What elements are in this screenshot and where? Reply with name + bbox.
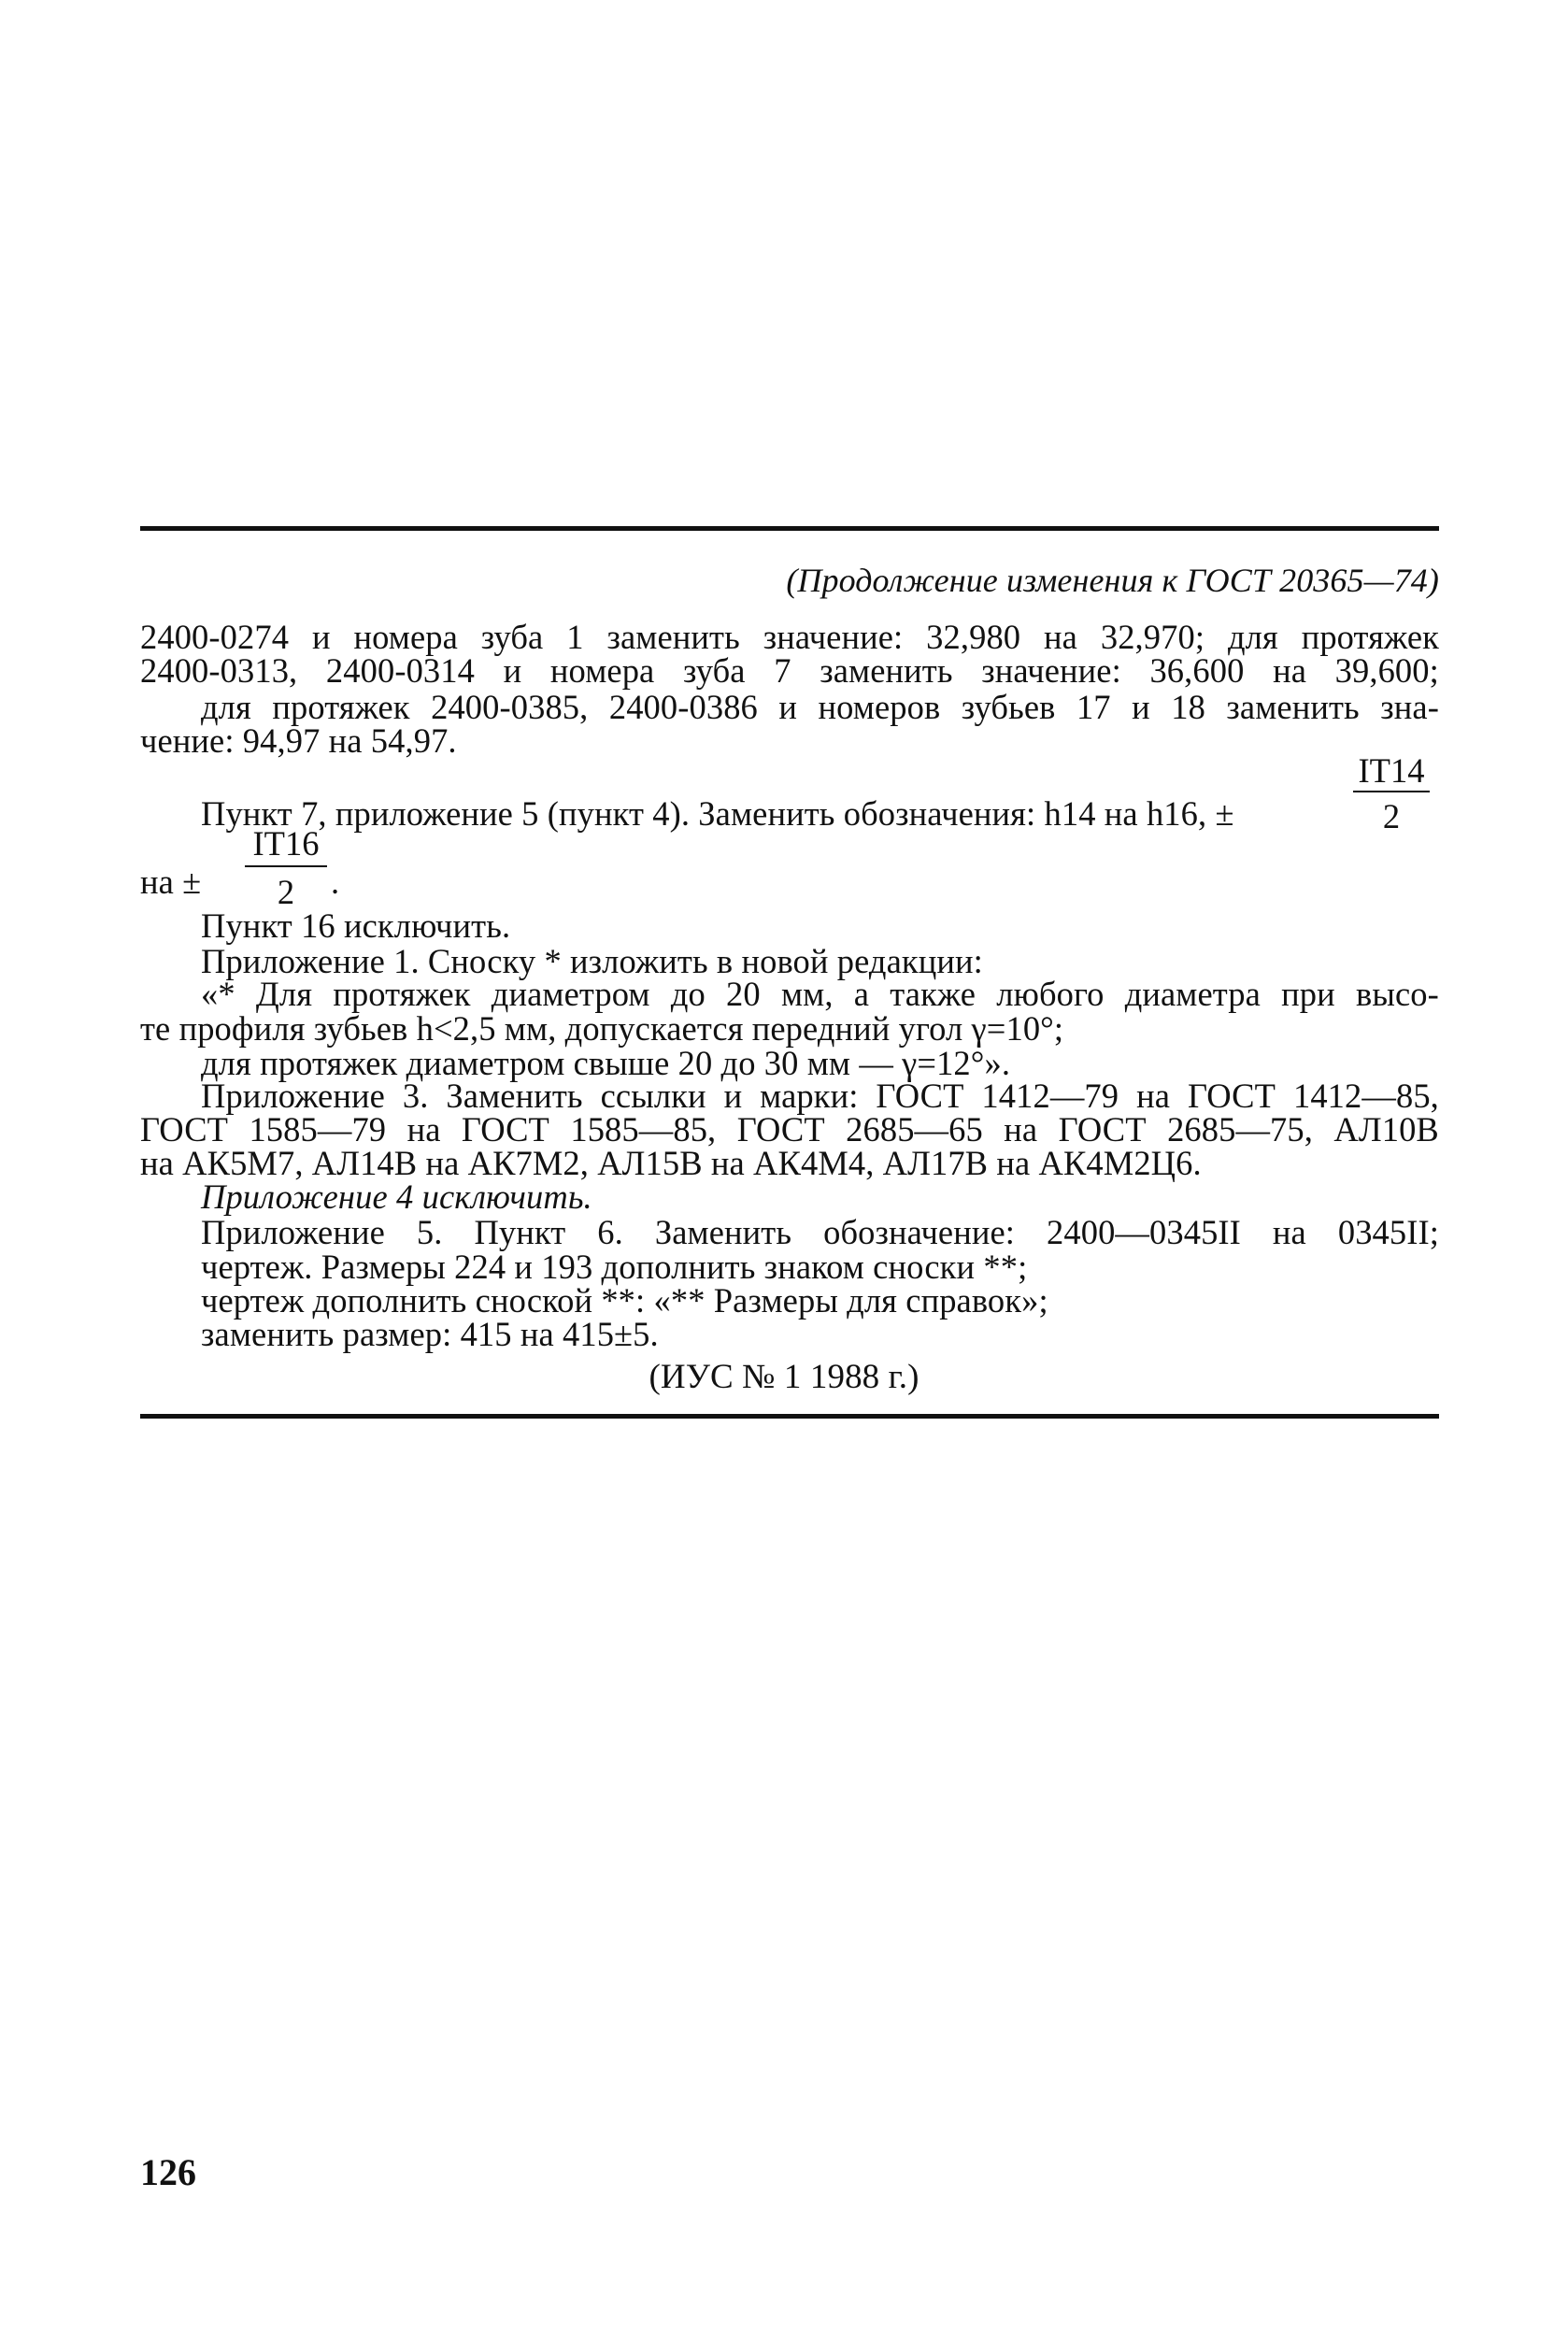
word: 3. xyxy=(402,1077,429,1115)
text-line-3 xyxy=(201,688,1439,726)
word: до xyxy=(670,975,706,1013)
word: ГОСТ xyxy=(461,1110,549,1149)
word: номеров xyxy=(818,688,941,726)
word: ГОСТ xyxy=(1058,1110,1147,1149)
word: 1 xyxy=(566,618,584,656)
bottom-rule xyxy=(140,1414,1439,1419)
fraction-1-bar xyxy=(1353,791,1430,792)
word: ГОСТ xyxy=(140,1110,229,1149)
word: обозначение: xyxy=(823,1213,1016,1251)
word: протяжек xyxy=(1301,618,1439,656)
page-number: 126 xyxy=(140,2151,196,2193)
word: марки: xyxy=(760,1077,859,1115)
word: 1585—79 xyxy=(249,1110,387,1149)
word: номера xyxy=(353,618,458,656)
word: 20 xyxy=(726,975,761,1013)
text-line-14: на АК5М7, АЛ14В на АК7М2, АЛ15В на АК4М4, АЛ17В на АК4М2Ц6. xyxy=(140,1144,1202,1182)
word: 32,970; xyxy=(1100,618,1205,656)
word: заменить xyxy=(1226,688,1360,726)
word: на xyxy=(406,1110,441,1149)
word: 32,980 xyxy=(926,618,1021,656)
fraction-2-bar xyxy=(245,865,327,867)
word: 2400-0274 xyxy=(140,618,290,656)
word: заменить xyxy=(606,618,740,656)
word: и xyxy=(778,688,798,726)
word: АЛ10В xyxy=(1333,1110,1439,1149)
fraction-2-numerator: IT16 xyxy=(252,824,320,863)
word: диаметром xyxy=(491,975,650,1013)
fraction-1-numerator: IT14 xyxy=(1358,751,1425,790)
word: протяжек xyxy=(272,688,410,726)
word: 5. xyxy=(416,1213,443,1251)
word: и xyxy=(1132,688,1150,726)
word: 2400-0314 xyxy=(325,651,475,690)
text-line-6-prefix: на ± xyxy=(140,863,202,901)
word: Заменить xyxy=(446,1077,583,1115)
word: на xyxy=(1136,1077,1171,1115)
text-line-11: для протяжек диаметром свыше 20 до 30 мм — γ=12°». xyxy=(201,1044,1011,1082)
word: 1412—85, xyxy=(1292,1077,1439,1115)
word: 17 xyxy=(1076,688,1111,726)
text-line-15: Приложение 4 исключить. xyxy=(201,1177,592,1216)
word: Заменить xyxy=(654,1213,792,1251)
word: 2400-0313, xyxy=(140,651,298,690)
word: и xyxy=(503,651,522,690)
text-line-10: те профиля зубьев h<2,5 мм, допускается передний угол γ=10°; xyxy=(140,1009,1064,1048)
fraction-2-denominator: 2 xyxy=(277,873,295,911)
word: на xyxy=(1272,1213,1306,1251)
text-line-19: заменить размер: 415 на 415±5. xyxy=(201,1315,659,1353)
word: на xyxy=(1004,1110,1038,1149)
word: для xyxy=(1227,618,1278,656)
word: Приложение xyxy=(201,1213,385,1251)
source-reference: (ИУС № 1 1988 г.) xyxy=(649,1358,919,1396)
word: на xyxy=(1044,618,1077,656)
word: 7 xyxy=(774,651,791,690)
text-line-16 xyxy=(201,1213,1439,1251)
word: 6. xyxy=(597,1213,623,1251)
word: мм, xyxy=(780,975,834,1013)
text-line-8: Приложение 1. Сноску * изложить в новой редакции: xyxy=(201,942,983,980)
word: 0345II; xyxy=(1337,1213,1439,1251)
word: и xyxy=(311,618,331,656)
word: и xyxy=(723,1077,743,1115)
text-line-18: чертеж дополнить сноской **: «** Размеры для справок»; xyxy=(201,1281,1048,1320)
word: Приложение xyxy=(201,1077,385,1115)
word: заменить xyxy=(820,651,953,690)
word: 1412—79 xyxy=(981,1077,1119,1115)
word: на xyxy=(1273,651,1307,690)
word: высо- xyxy=(1355,975,1439,1013)
word: ГОСТ xyxy=(1187,1077,1276,1115)
word: для xyxy=(201,688,251,726)
text-line-1 xyxy=(140,618,1439,656)
word: зубьев xyxy=(961,688,1056,726)
text-line-6-suffix: . xyxy=(331,863,340,901)
word: 39,600; xyxy=(1334,651,1439,690)
word: зна- xyxy=(1380,688,1439,726)
top-rule xyxy=(140,526,1439,531)
word: «* xyxy=(201,975,235,1013)
text-line-7: Пункт 16 исключить. xyxy=(201,906,511,945)
word: Для xyxy=(255,975,313,1013)
word: 36,600 xyxy=(1149,651,1245,690)
word: Пункт xyxy=(474,1213,566,1251)
text-line-4: чение: 94,97 на 54,97. xyxy=(140,721,457,760)
text-line-2 xyxy=(140,651,1439,690)
word: любого xyxy=(996,975,1105,1013)
word: зуба xyxy=(480,618,544,656)
text-line-17: чертеж. Размеры 224 и 193 дополнить знаком сноски **; xyxy=(201,1248,1028,1286)
text-line-12 xyxy=(201,1079,1439,1114)
word: 18 xyxy=(1171,688,1205,726)
word: при xyxy=(1281,975,1335,1013)
word: 2400—0345II xyxy=(1047,1213,1241,1251)
word: номера xyxy=(549,651,655,690)
word: 2685—65 xyxy=(846,1110,983,1149)
word: значение: xyxy=(763,618,904,656)
fraction-1-denominator: 2 xyxy=(1382,797,1401,835)
word: а xyxy=(853,975,870,1013)
word: также xyxy=(890,975,976,1013)
word: ГОСТ xyxy=(736,1110,825,1149)
continuation-header: (Продолжение изменения к ГОСТ 20365—74) xyxy=(786,562,1439,599)
word: ГОСТ xyxy=(876,1077,964,1115)
word: ссылки xyxy=(600,1077,706,1115)
word: значение: xyxy=(981,651,1121,690)
text-line-13 xyxy=(140,1110,1439,1149)
word: зуба xyxy=(682,651,746,690)
word: 2400-0386 xyxy=(608,688,758,726)
word: 2400-0385, xyxy=(431,688,589,726)
word: диаметра xyxy=(1124,975,1261,1013)
text-line-9 xyxy=(201,977,1439,1012)
word: 2685—75, xyxy=(1167,1110,1313,1149)
word: протяжек xyxy=(333,975,471,1013)
text-line-5: Пункт 7, приложение 5 (пункт 4). Заменить обозначения: h14 на h16, ± xyxy=(201,794,1234,833)
word: 1585—85, xyxy=(570,1110,717,1149)
